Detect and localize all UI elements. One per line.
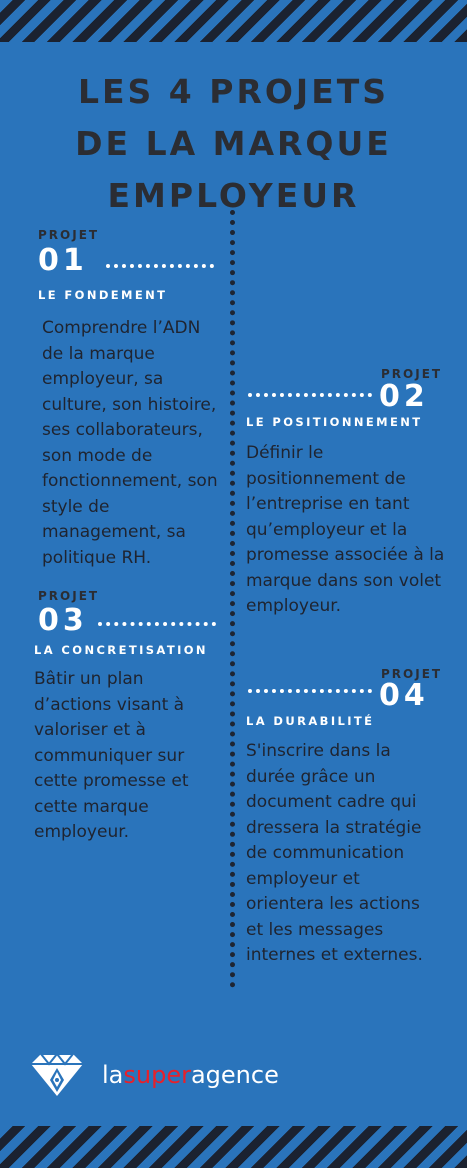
page-title [0, 66, 467, 222]
title-line-3: EMPLOYEUR [107, 176, 360, 215]
project-number: 03 [38, 603, 88, 638]
title-line-1: LES 4 PROJETS [77, 72, 390, 111]
project-description: Comprendre l’ADN de la marque employeur, sa culture, son histoire, ses collaborateurs, son mode de fonctionnement, son style de management, sa politique RH. [42, 318, 218, 568]
brand-accent: super [123, 1061, 191, 1089]
brand-prefix: la [102, 1061, 124, 1089]
project-description: Bâtir un plan d’actions visant à valoriser et à communiquer sur cette promesse et cette marque employeur. [34, 669, 189, 842]
timeline-connector [98, 622, 216, 626]
timeline-vertical-line [230, 210, 235, 988]
project-description: S'inscrire dans la durée grâce un document cadre qui dressera la stratégie de communication employeur et orientera les actions et les messages internes et externes. [246, 741, 423, 965]
brand-suffix: agence [190, 1061, 279, 1089]
bottom-stripe-decoration [0, 1126, 467, 1168]
project-number: 02 [379, 379, 429, 414]
project-name: LE POSITIONNEMENT [246, 415, 423, 429]
project-name: LE FONDEMENT [38, 288, 168, 302]
project-name: LA DURABILITÉ [246, 714, 375, 728]
top-stripe-decoration [0, 0, 467, 42]
project-number: 04 [379, 678, 429, 713]
project-label: PROJET [381, 367, 443, 381]
timeline-connector [248, 689, 372, 693]
project-description: Définir le positionnement de l’entreprise en tant qu’employeur et la promesse associée à la marque dans son volet employeur. [246, 443, 445, 616]
diamond-pen-logo-icon [27, 1050, 87, 1100]
brand-name [102, 1061, 279, 1089]
project-label: PROJET [38, 228, 100, 242]
project-name: LA CONCRETISATION [34, 643, 208, 657]
project-label: PROJET [38, 589, 100, 603]
title-line-2: DE LA MARQUE [75, 124, 392, 163]
project-number: 01 [38, 243, 88, 278]
timeline-connector [106, 264, 214, 268]
project-label: PROJET [381, 667, 443, 681]
timeline-connector [248, 393, 372, 397]
